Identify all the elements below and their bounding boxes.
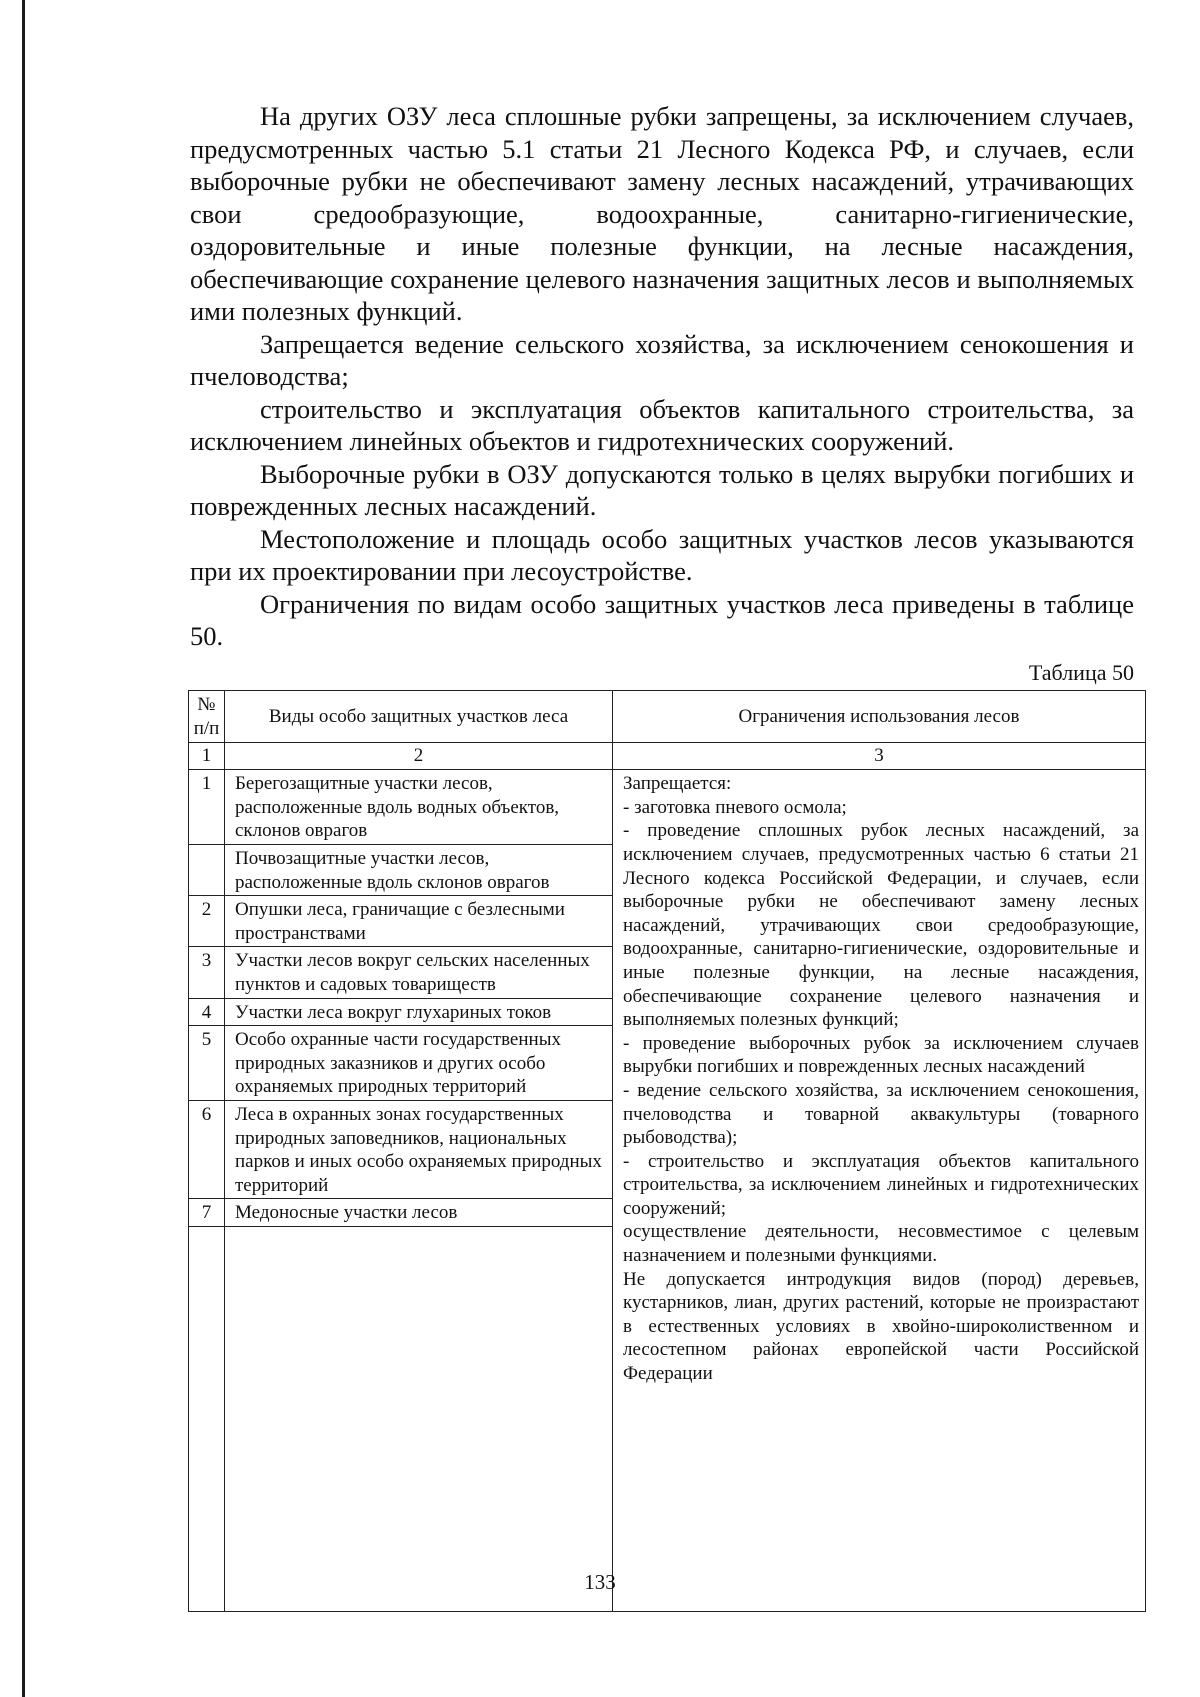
limit-line: - строительство и эксплуатация объектов капитального строительства, за исключением линейных и гидротехнических сооружений; (623, 1150, 1139, 1219)
header-limits: Ограничения использования лесов (613, 691, 1146, 743)
restrictions-table (188, 690, 1146, 1612)
row-kind: Опушки леса, граничащие с безлесными пространствами (225, 896, 613, 947)
row-num: 2 (189, 896, 225, 947)
paragraph: Ограничения по видам особо защитных участков леса приведены в таблице 50. (190, 588, 1134, 651)
limit-line: - проведение сплошных рубок лесных насаждений, за исключением случаев, предусмотренных частью 6 статьи 21 Лесного кодекса Российской Федерации, и случаев, если выборочные рубки не обеспечивают замену лесных насаждений, утрачивающих свои средообразующие, водоохранные, санитарно-гигиенические, оздоровительные и иные полезные функции, на лесные насаждения, обеспечивающие сохранение целевого назначения и выполняемых полезных функций; (623, 820, 1139, 1031)
table-header-row (189, 691, 1146, 743)
body-text (190, 100, 1134, 653)
table-row (189, 770, 1146, 845)
limit-line: - проведение выборочных рубок за исключением случаев вырубки погибших и поврежденных лесных насаждений (623, 1032, 1139, 1078)
row-num: 4 (189, 998, 225, 1026)
column-number: 1 (189, 743, 225, 770)
row-num (189, 844, 225, 895)
column-numbers-row (189, 743, 1146, 770)
limit-line: осуществление деятельности, несовместимое с целевым назначением и полезными функциями. (623, 1221, 1139, 1267)
header-num: № п/п (189, 691, 225, 743)
paragraph: Местоположение и площадь особо защитных участков лесов указываются при их проектировании при лесоустройстве. (190, 523, 1134, 586)
filler-kind-cell (225, 1226, 613, 1611)
row-kind: Участки леса вокруг глухариных токов (225, 998, 613, 1026)
row-kind: Медоносные участки лесов (225, 1199, 613, 1227)
paragraph: На других ОЗУ леса сплошные рубки запрещены, за исключением случаев, предусмотренных частью 5.1 статьи 21 Лесного Кодекса РФ, и случаев, если выборочные рубки не обеспечивают замену лесных насаждений, утрачивающих свои средообразующие, водоохранные, санитарно-гигиенические, оздоровительные и иные полезные функции, на лесные насаждения, обеспечивающие сохранение целевого назначения защитных лесов и выполняемых ими полезных функций. (190, 101, 1134, 326)
table-caption: Таблица 50 (1028, 660, 1134, 685)
row-num: 5 (189, 1026, 225, 1101)
limit-line: - заготовка пневого осмола; (623, 796, 847, 818)
row-num: 7 (189, 1199, 225, 1227)
limit-line: - ведение сельского хозяйства, за исключением сенокошения, пчеловодства и товарной аквакультуры (товарного рыбоводства); (623, 1079, 1139, 1149)
column-number: 3 (613, 743, 1146, 770)
paragraph: строительство и эксплуатация объектов капитального строительства, за исключением линейных объектов и гидротехнических сооружений. (190, 393, 1134, 456)
limits-cell (613, 770, 1146, 1612)
limit-line: Запрещается: (623, 773, 732, 795)
row-kind: Участки лесов вокруг сельских населенных пунктов и садовых товариществ (225, 947, 613, 998)
paragraph: Выборочные рубки в ОЗУ допускаются только в целях вырубки погибших и поврежденных лесных насаждений. (190, 458, 1134, 521)
row-num: 3 (189, 947, 225, 998)
row-kind: Особо охранные части государственных природных заказников и других особо охраняемых природных территорий (225, 1026, 613, 1101)
filler-num-cell (189, 1226, 225, 1611)
column-number: 2 (225, 743, 613, 770)
header-kind: Виды особо защитных участков леса (225, 691, 613, 743)
row-num: 6 (189, 1100, 225, 1198)
row-kind: Берегозащитные участки лесов, расположенные вдоль водных объектов, склонов оврагов (225, 770, 613, 845)
row-kind: Леса в охранных зонах государственных природных заповедников, национальных парков и иных особо охраняемых природных территорий (225, 1100, 613, 1198)
scan-edge-line (22, 0, 25, 1697)
row-kind: Почвозащитные участки лесов, расположенные вдоль склонов оврагов (225, 844, 613, 895)
paragraph: Запрещается ведение сельского хозяйства, за исключением сенокошения и пчеловодства; (190, 328, 1134, 391)
row-num: 1 (189, 770, 225, 845)
limit-line: Не допускается интродукция видов (пород) деревьев, кустарников, лиан, других растений, которые не произрастают в естественных условиях в хвойно-широколиственном и лесостепном районах европейской части Российской Федерации (623, 1268, 1139, 1385)
page-number: 133 (584, 1570, 616, 1594)
